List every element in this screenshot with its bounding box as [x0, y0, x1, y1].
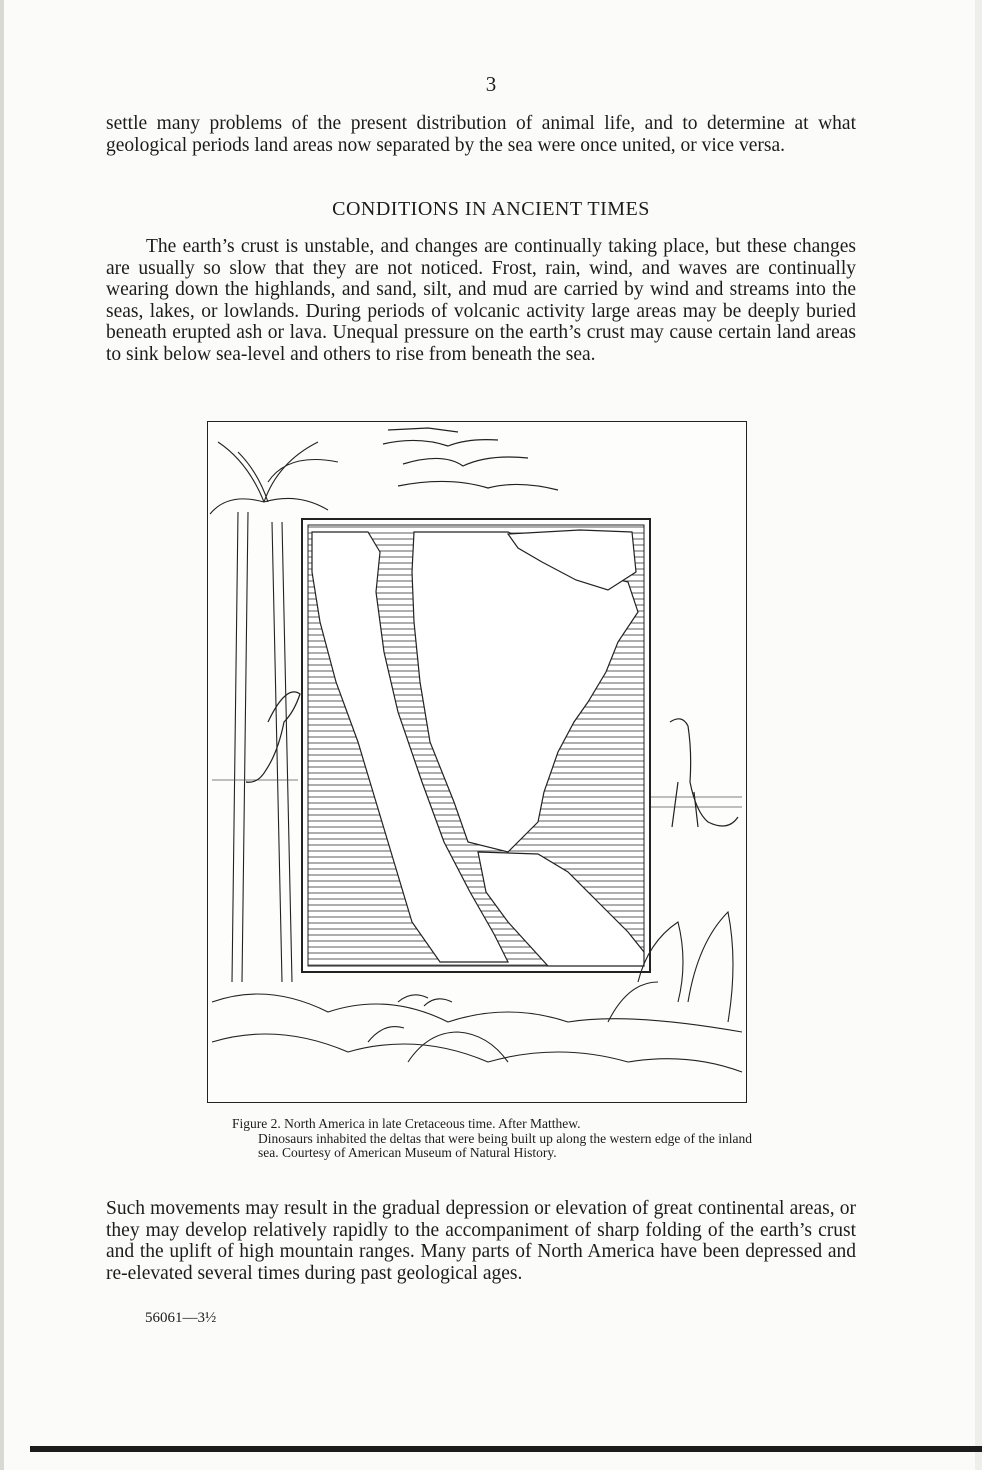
section-paragraph: The earth’s crust is unstable, and changes are continually taking place, but these changes are usually so slow that they are not noticed. Frost, rain, wind, and waves are continually wearing down the highlands, and sand, silt, and mud are carried by wind and streams into the seas, lakes, or lowlands. During periods of volcanic activity large areas may be deeply buried beneath erupted ash or lava. Unequal pressure on the earth’s crust may cause certain land areas to sink below sea-level and others to rise from beneath the sea.	[106, 236, 856, 365]
bottom-rule	[30, 1446, 982, 1452]
section-heading: CONDITIONS IN ANCIENT TIMES	[332, 198, 650, 220]
pterosaur-drawings	[383, 428, 558, 490]
figure-caption-rest: Dinosaurs inhabited the deltas that were being built up along the western edge of the inland sea. Courtesy of American Museum of Natural History.	[258, 1130, 752, 1160]
figure-illustration	[207, 421, 747, 1103]
figure-caption-line1: Figure 2. North America in late Cretaceous time. After Matthew.	[232, 1116, 581, 1131]
closing-paragraph: Such movements may result in the gradual depression or elevation of great continental areas, or they may develop relatively rapidly to the accompaniment of sharp folding of the earth’s crust and the uplift of high mountain ranges. Many parts of North America have been depressed and re-elevated several times during past geological ages.	[106, 1198, 856, 1284]
footer-code: 56061—3½	[145, 1310, 217, 1326]
page-number: 3	[485, 72, 497, 96]
intro-paragraph: settle many problems of the present distribution of animal life, and to determine at what geological periods land areas now separated by the sea were once united, or vice versa.	[106, 113, 856, 156]
figure-caption	[232, 1117, 752, 1161]
